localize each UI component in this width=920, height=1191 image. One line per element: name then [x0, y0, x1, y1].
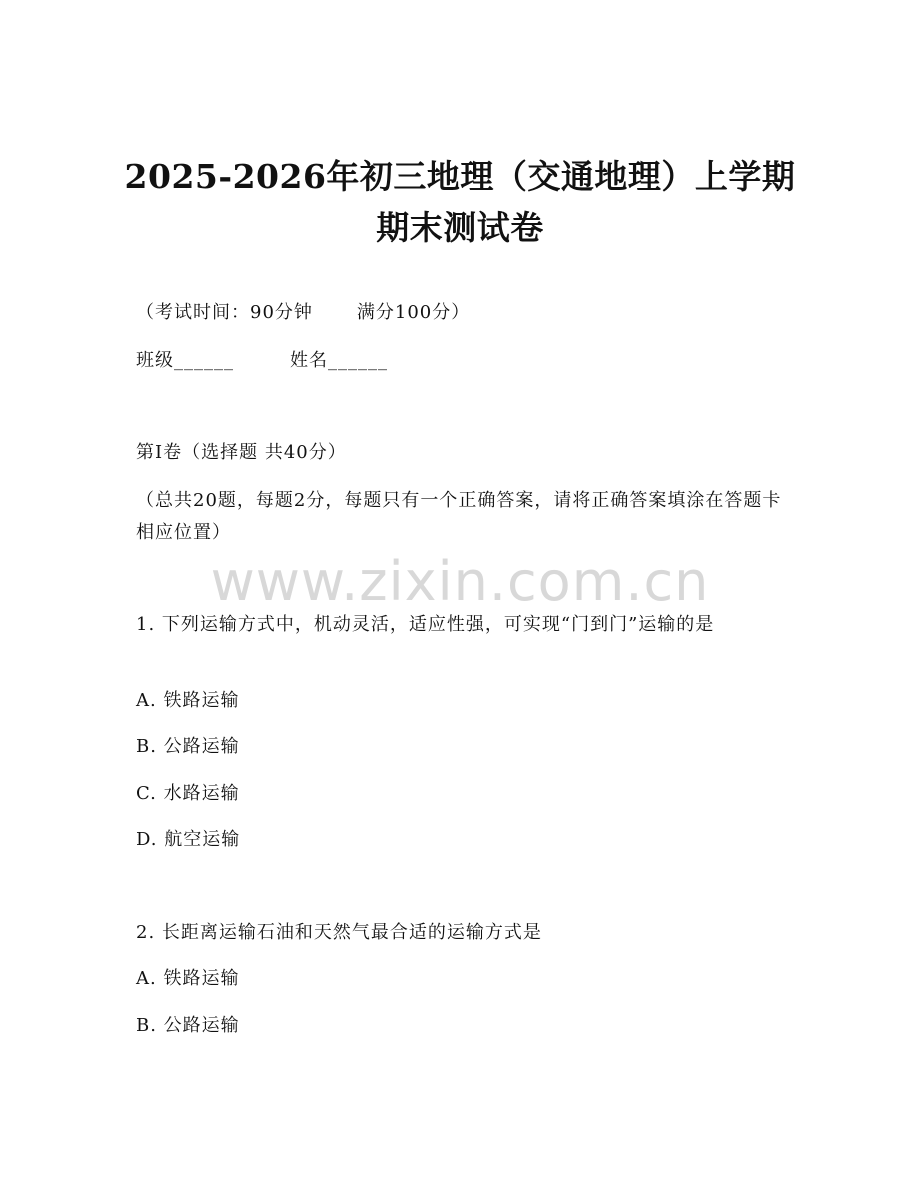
document-title-line2: 期末测试卷: [376, 208, 544, 247]
question-1-option-b: B. 公路运输: [136, 736, 240, 757]
question-1-option-a: A. 铁路运输: [136, 690, 240, 711]
document-title-line1: 2025-2026年初三地理（交通地理）上学期: [124, 157, 796, 196]
question-2-option-a: A. 铁路运输: [136, 968, 240, 989]
class-field: 班级______: [136, 350, 234, 371]
exam-info: [136, 304, 470, 322]
question-2-option-b: B. 公路运输: [136, 1015, 240, 1036]
exam-score: 满分100分）: [356, 302, 471, 323]
question-1-option-d: D. 航空运输: [136, 829, 241, 850]
watermark: www.zixin.com.cn: [210, 550, 710, 613]
exam-time: （考试时间：90分钟: [136, 302, 313, 323]
section-instructions: （总共20题，每题2分，每题只有一个正确答案，请将正确答案填涂在答题卡相应位置）: [136, 490, 782, 543]
question-1-stem: 1. 下列运输方式中，机动灵活，适应性强，可实现“门到门”运输的是: [136, 614, 715, 635]
name-field: 姓名______: [290, 350, 388, 371]
section-title: 第Ⅰ卷（选择题 共40分）: [136, 442, 347, 463]
question-2-stem: 2. 长距离运输石油和天然气最合适的运输方式是: [136, 922, 542, 943]
student-fields: [136, 352, 388, 370]
question-1-option-c: C. 水路运输: [136, 783, 240, 804]
